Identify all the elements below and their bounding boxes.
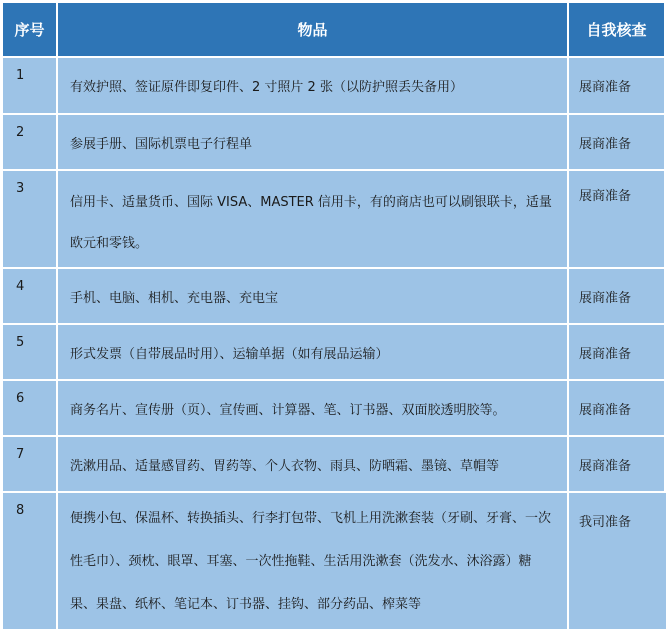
row-8-check: 我司准备 (569, 493, 666, 629)
row-3-item: 信用卡、适量货币、国际 VISA、MASTER 信用卡，有的商店也可以刷银联卡，适量欧元和零钱。 (58, 171, 569, 267)
row-8-item: 便携小包、保温杯、转换插头、行李打包带、飞机上用洗漱套装（牙刷、牙膏、一次性毛巾）、颈枕、眼罩、耳塞、一次性拖鞋、生活用洗漱套（洗发水、沐浴露）糖果、果盘、纸杯、笔记本、订书器、挂钩、部分药品、榨菜等 (58, 493, 569, 629)
row-4-num: 4 (3, 269, 58, 323)
row-2-num: 2 (3, 115, 58, 169)
header-item: 物品 (58, 3, 569, 56)
row-3-check: 展商准备 (569, 171, 666, 267)
row-7-num: 7 (3, 437, 58, 491)
row-1-num: 1 (3, 58, 58, 113)
row-6-item: 商务名片、宣传册（页）、宣传画、计算器、笔、订书器、双面胶透明胶等。 (58, 381, 569, 435)
row-1-item: 有效护照、签证原件即复印件、2 寸照片 2 张（以防护照丢失备用） (58, 58, 569, 113)
header-num: 序号 (3, 3, 58, 56)
row-5-item: 形式发票（自带展品时用）、运输单据（如有展品运输） (58, 325, 569, 379)
row-7-item: 洗漱用品、适量感冒药、胃药等、个人衣物、雨具、防晒霜、墨镜、草帽等 (58, 437, 569, 491)
row-6-check: 展商准备 (569, 381, 666, 435)
row-7-check: 展商准备 (569, 437, 666, 491)
row-6-num: 6 (3, 381, 58, 435)
row-4-item: 手机、电脑、相机、充电器、充电宝 (58, 269, 569, 323)
row-4-check: 展商准备 (569, 269, 666, 323)
row-3-num: 3 (3, 171, 58, 267)
row-2-item: 参展手册、国际机票电子行程单 (58, 115, 569, 169)
checklist-table (3, 3, 666, 629)
row-5-check: 展商准备 (569, 325, 666, 379)
row-5-num: 5 (3, 325, 58, 379)
row-2-check: 展商准备 (569, 115, 666, 169)
header-check: 自我核查 (569, 3, 666, 56)
row-8-num: 8 (3, 493, 58, 629)
row-1-check: 展商准备 (569, 58, 666, 113)
